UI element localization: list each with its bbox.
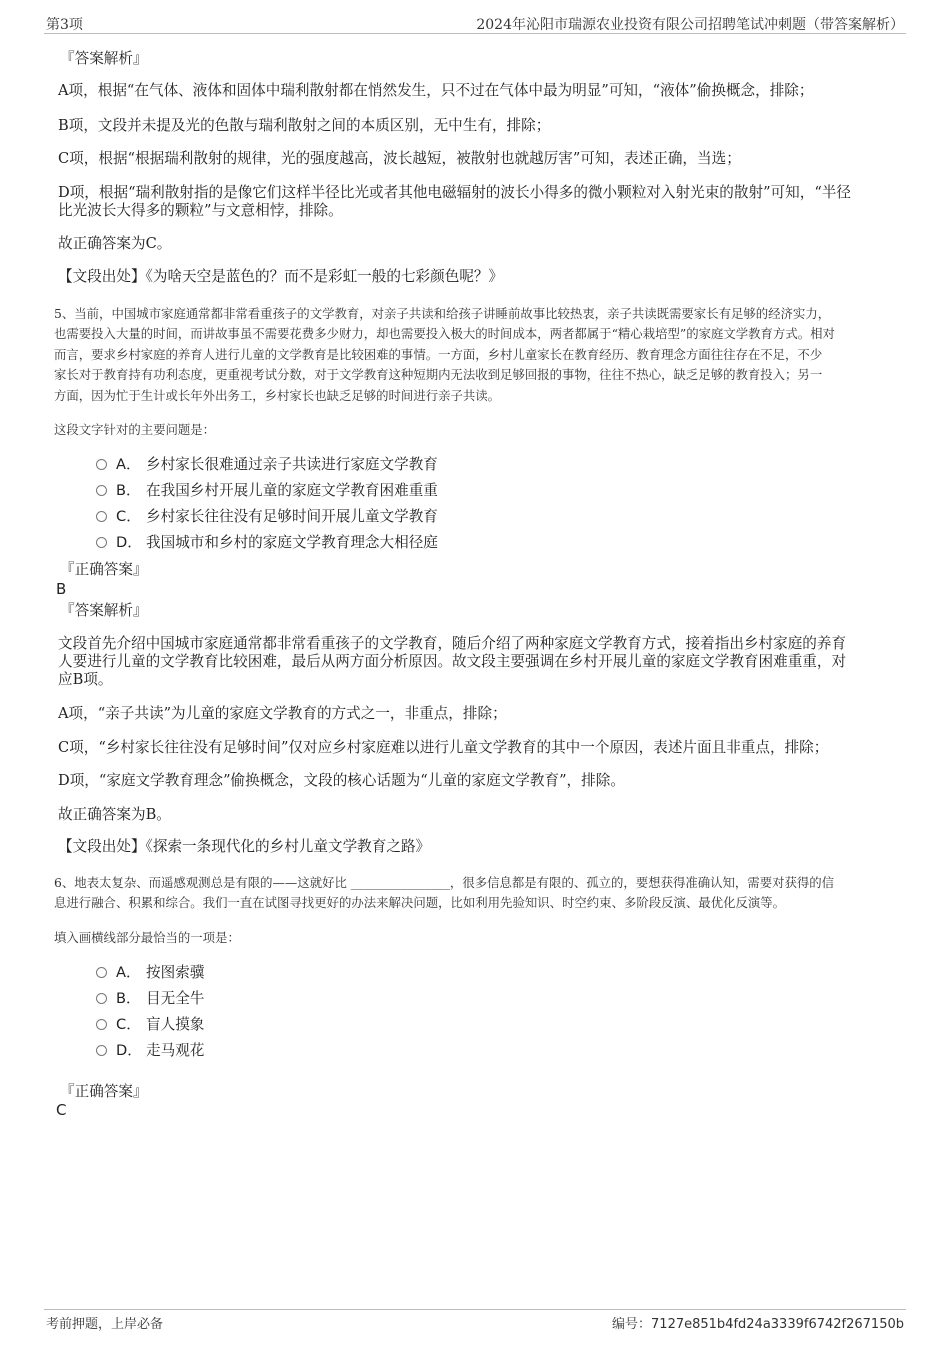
q4-analysis-heading: 『答案解析』	[60, 50, 148, 67]
q5-option-b[interactable]: B． 在我国乡村开展儿童的家庭文学教育困难重重	[96, 482, 438, 500]
q5-stem-line-1: 5、当前，中国城市家庭通常都非常看重孩子的文学教育，对亲子共读和给孩子讲睡前故事比较热衷，亲子共读既需要家长有足够的经济实力，	[54, 306, 831, 321]
q4-analysis-d-line2: 比光波长大得多的颗粒”与文意相悖，排除。	[58, 202, 343, 219]
q5-stem-line-4: 家长对于教育持有功利态度，更重视考试分数，对于文学教育这种短期内无法收到足够回报的事物，往往不热心，缺乏足够的教育投入；另一	[54, 367, 823, 382]
q6-answer-heading: 『正确答案』	[60, 1083, 148, 1100]
radio-icon[interactable]	[96, 459, 107, 470]
radio-icon[interactable]	[96, 485, 107, 496]
q5-analysis-line-3: 应B项。	[58, 671, 113, 688]
radio-icon[interactable]	[96, 1019, 107, 1030]
q5-stem-line-3: 而言，要求乡村家庭的养育人进行儿童的文学教育是比较困难的事情。一方面，乡村儿童家长在教育经历、教育理念方面往往存在不足，不少	[54, 347, 823, 362]
q6-answer: C	[56, 1101, 67, 1119]
q5-analysis-heading: 『答案解析』	[60, 602, 148, 619]
q6-prompt: 填入画横线部分最恰当的一项是：	[54, 930, 240, 945]
q6-option-b[interactable]: B． 目无全牛	[96, 990, 204, 1008]
q4-source: 【文段出处】《为啥天空是蓝色的？而不是彩虹一般的七彩颜色呢？》	[58, 268, 504, 285]
radio-icon[interactable]	[96, 967, 107, 978]
radio-icon[interactable]	[96, 511, 107, 522]
q5-option-d[interactable]: D． 我国城市和乡村的家庭文学教育理念大相径庭	[96, 534, 438, 552]
q5-prompt: 这段文字针对的主要问题是：	[54, 422, 216, 437]
document-title: 2024年沁阳市瑞源农业投资有限公司招聘笔试冲刺题（带答案解析）	[476, 17, 904, 33]
q5-stem-line-5: 方面，因为忙于生计或长年外出务工，乡村家长也缺乏足够的时间进行亲子共读。	[54, 388, 501, 403]
q6-stem-line-2: 息进行融合、积累和综合。我们一直在试图寻找更好的办法来解决问题，比如利用先验知识、时空约束、多阶段反演、最优化反演等。	[54, 895, 786, 910]
q5-source: 【文段出处】《探索一条现代化的乡村儿童文学教育之路》	[58, 838, 431, 855]
q4-analysis-b: B项，文段并未提及光的色散与瑞利散射之间的本质区别，无中生有，排除；	[58, 117, 551, 134]
q5-option-a[interactable]: A． 乡村家长很难通过亲子共读进行家庭文学教育	[96, 456, 438, 474]
q5-option-c[interactable]: C． 乡村家长往往没有足够时间开展儿童文学教育	[96, 508, 438, 526]
document-code: 编号：7127e851b4fd24a3339f6742f267150b	[612, 1317, 904, 1332]
q5-answer-heading: 『正确答案』	[60, 561, 148, 578]
q6-option-a[interactable]: A． 按图索骥	[96, 964, 204, 982]
page-number: 第3项	[46, 17, 83, 33]
q4-analysis-d-line1: D项，根据“瑞利散射指的是像它们这样半径比光或者其他电磁辐射的波长小得多的微小颗粒对入射光束的散射”可知，“半径	[58, 184, 851, 201]
footer-slogan: 考前押题，上岸必备	[46, 1317, 164, 1332]
radio-icon[interactable]	[96, 993, 107, 1004]
q4-analysis-c: C项，根据“根据瑞利散射的规律，光的强度越高，波长越短，被散射也就越厉害”可知，表述正确，当选；	[58, 150, 741, 167]
q5-stem-line-2: 也需要投入大量的时间，而讲故事虽不需要花费多少财力，却也需要投入极大的时间成本，两者都属于“精心栽培型”的家庭文学教育方式。相对	[54, 326, 835, 341]
q5-analysis-line-1: 文段首先介绍中国城市家庭通常都非常看重孩子的文学教育，随后介绍了两种家庭文学教育方式，接着指出乡村家庭的养育	[58, 635, 847, 652]
q6-stem-line-1: 6、地表太复杂、而遥感观测总是有限的——这就好比 ________________，很多信息都是有限的、孤立的，要想获得准确认知，需要对获得的信	[54, 875, 835, 890]
q5-analysis-a: A项，“亲子共读”为儿童的家庭文学教育的方式之一，非重点，排除；	[58, 705, 507, 722]
q5-analysis-c: C项，“乡村家长往往没有足够时间”仅对应乡村家庭难以进行儿童文学教育的其中一个原因，表述片面且非重点，排除；	[58, 739, 829, 756]
q5-analysis-line-2: 人要进行儿童的文学教育比较困难，最后从两方面分析原因。故文段主要强调在乡村开展儿童的家庭文学教育困难重重，对	[58, 653, 847, 670]
q6-option-d[interactable]: D． 走马观花	[96, 1042, 204, 1060]
q4-conclusion: 故正确答案为C。	[58, 235, 172, 252]
footer-divider	[44, 1309, 906, 1310]
q4-analysis-a: A项，根据“在气体、液体和固体中瑞利散射都在悄然发生，只不过在气体中最为明显”可知，“液体”偷换概念，排除；	[58, 82, 814, 99]
header-divider	[44, 33, 906, 34]
q5-analysis-d: D项，“家庭文学教育理念”偷换概念，文段的核心话题为“儿童的家庭文学教育”，排除。	[58, 772, 625, 789]
radio-icon[interactable]	[96, 1045, 107, 1056]
radio-icon[interactable]	[96, 537, 107, 548]
q5-conclusion: 故正确答案为B。	[58, 806, 171, 823]
q5-answer: B	[56, 580, 67, 598]
q6-option-c[interactable]: C． 盲人摸象	[96, 1016, 204, 1034]
